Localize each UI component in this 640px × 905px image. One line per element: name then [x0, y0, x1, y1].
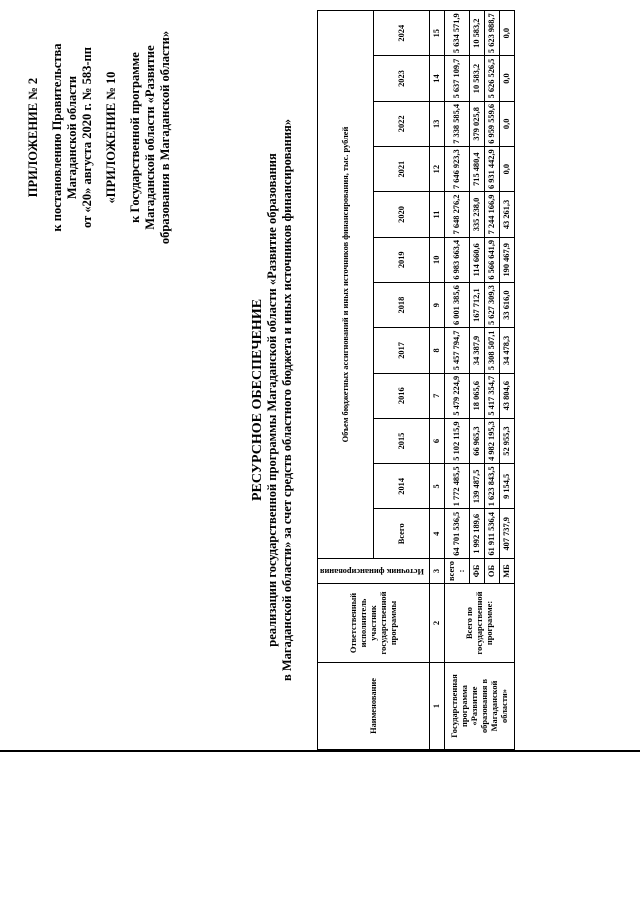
- appendix-line: Магаданской области «Развитие: [143, 45, 157, 230]
- header-year: 2019: [374, 237, 430, 282]
- program-name: Государственная программа «Развитие образования в Магаданской области»: [445, 663, 515, 750]
- value-cell: 6 931 442,9: [485, 147, 500, 192]
- column-number: 12: [430, 147, 445, 192]
- value-cell: 190 467,9: [500, 237, 515, 282]
- appendix-line: от «20» августа 2020 г. № 583-пп: [80, 47, 94, 228]
- appendix-line: образования в Магаданской области»: [158, 30, 172, 245]
- appendix-block: [26, 20, 173, 255]
- column-number: 10: [430, 237, 445, 282]
- total-cell: 61 911 536,4: [485, 509, 500, 559]
- heading-sub: реализации государственной программы Магаданской области «Развитие образования: [265, 153, 279, 647]
- source-cell: ОБ: [485, 559, 500, 584]
- header-year: 2022: [374, 101, 430, 146]
- value-cell: 6 001 385,6: [445, 282, 470, 327]
- header-source: Источник финансирования: [318, 559, 430, 584]
- header-total: Всего: [374, 509, 430, 559]
- appendix-line: Магаданской области: [65, 75, 79, 200]
- value-cell: 7 648 276,2: [445, 192, 470, 237]
- value-cell: 66 965,3: [470, 418, 485, 463]
- source-cell: ФБ: [470, 559, 485, 584]
- column-number: 6: [430, 418, 445, 463]
- header-year: 2020: [374, 192, 430, 237]
- value-cell: 0,0: [500, 56, 515, 101]
- appendix-title-2: «ПРИЛОЖЕНИЕ № 10: [104, 71, 118, 204]
- column-number: 1: [430, 663, 445, 750]
- value-cell: 10 583,2: [470, 56, 485, 101]
- source-cell: МБ: [500, 559, 515, 584]
- column-number: 13: [430, 101, 445, 146]
- value-cell: 6 566 641,9: [485, 237, 500, 282]
- header-year: 2024: [374, 11, 430, 56]
- value-cell: 5 623 988,7: [485, 11, 500, 56]
- value-cell: 5 417 354,7: [485, 373, 500, 418]
- value-cell: 6 983 663,4: [445, 237, 470, 282]
- value-cell: 0,0: [500, 11, 515, 56]
- table-column-numbers: [430, 11, 445, 750]
- value-cell: 5 634 571,9: [445, 11, 470, 56]
- column-number: 14: [430, 56, 445, 101]
- table-row: [445, 11, 470, 750]
- appendix-line: к Государственной программе: [128, 52, 142, 223]
- horizontal-rule: [0, 750, 640, 752]
- value-cell: 0,0: [500, 101, 515, 146]
- header-responsible: Ответственный исполнитель участник государственной программы: [318, 584, 430, 663]
- value-cell: 43 261,3: [500, 192, 515, 237]
- column-number: 8: [430, 328, 445, 373]
- value-cell: 5 627 309,3: [485, 282, 500, 327]
- column-number: 2: [430, 584, 445, 663]
- value-cell: 5 102 115,9: [445, 418, 470, 463]
- document-heading: [250, 100, 295, 700]
- value-cell: 379 025,8: [470, 101, 485, 146]
- total-cell: 64 701 536,5: [445, 509, 470, 559]
- total-cell: 407 737,9: [500, 509, 515, 559]
- table-header-row: [318, 11, 374, 750]
- column-number: 5: [430, 464, 445, 509]
- value-cell: 4 982 195,3: [485, 418, 500, 463]
- value-cell: 7 244 166,9: [485, 192, 500, 237]
- value-cell: 18 065,6: [470, 373, 485, 418]
- responsible-cell: Всего по государственной программе:: [445, 584, 515, 663]
- column-number: 9: [430, 282, 445, 327]
- column-number: 11: [430, 192, 445, 237]
- header-year: 2023: [374, 56, 430, 101]
- header-year: 2015: [374, 418, 430, 463]
- header-year: 2021: [374, 147, 430, 192]
- value-cell: 5 457 794,7: [445, 328, 470, 373]
- column-number: 3: [430, 559, 445, 584]
- header-year: 2017: [374, 328, 430, 373]
- value-cell: 34 478,3: [500, 328, 515, 373]
- value-cell: 5 308 507,1: [485, 328, 500, 373]
- value-cell: 33 616,0: [500, 282, 515, 327]
- value-cell: 52 955,3: [500, 418, 515, 463]
- value-cell: 34 387,9: [470, 328, 485, 373]
- appendix-line: к постановлению Правительства: [50, 43, 64, 232]
- value-cell: 6 959 559,6: [485, 101, 500, 146]
- value-cell: 5 637 109,7: [445, 56, 470, 101]
- column-number: 4: [430, 509, 445, 559]
- heading-sub: в Магаданской области» за счет средств областного бюджета и иных источников финансирования»: [280, 118, 294, 682]
- value-cell: 5 479 224,9: [445, 373, 470, 418]
- value-cell: 7 338 585,4: [445, 101, 470, 146]
- header-name: Наименование: [318, 663, 430, 750]
- total-cell: 1 992 189,6: [470, 509, 485, 559]
- value-cell: 1 623 843,5: [485, 464, 500, 509]
- appendix-title: ПРИЛОЖЕНИЕ № 2: [26, 77, 40, 198]
- value-cell: 7 646 923,3: [445, 147, 470, 192]
- value-cell: 43 804,6: [500, 373, 515, 418]
- header-year: 2014: [374, 464, 430, 509]
- value-cell: 167 712,1: [470, 282, 485, 327]
- column-number: 15: [430, 11, 445, 56]
- column-number: 7: [430, 373, 445, 418]
- value-cell: 0,0: [500, 147, 515, 192]
- value-cell: 715 480,4: [470, 147, 485, 192]
- header-year: 2018: [374, 282, 430, 327]
- header-volume: Объем бюджетных ассигнований и иных источников финансирования, тыс. рублей: [318, 11, 374, 559]
- resource-table: [317, 10, 515, 750]
- value-cell: 9 154,5: [500, 464, 515, 509]
- value-cell: 1 772 485,5: [445, 464, 470, 509]
- value-cell: 335 238,0: [470, 192, 485, 237]
- value-cell: 10 583,2: [470, 11, 485, 56]
- heading-main: РЕСУРСНОЕ ОБЕСПЕЧЕНИЕ: [250, 298, 265, 502]
- value-cell: 5 626 526,5: [485, 56, 500, 101]
- value-cell: 139 487,5: [470, 464, 485, 509]
- header-year: 2016: [374, 373, 430, 418]
- source-cell: всего :: [445, 559, 470, 584]
- value-cell: 114 660,6: [470, 237, 485, 282]
